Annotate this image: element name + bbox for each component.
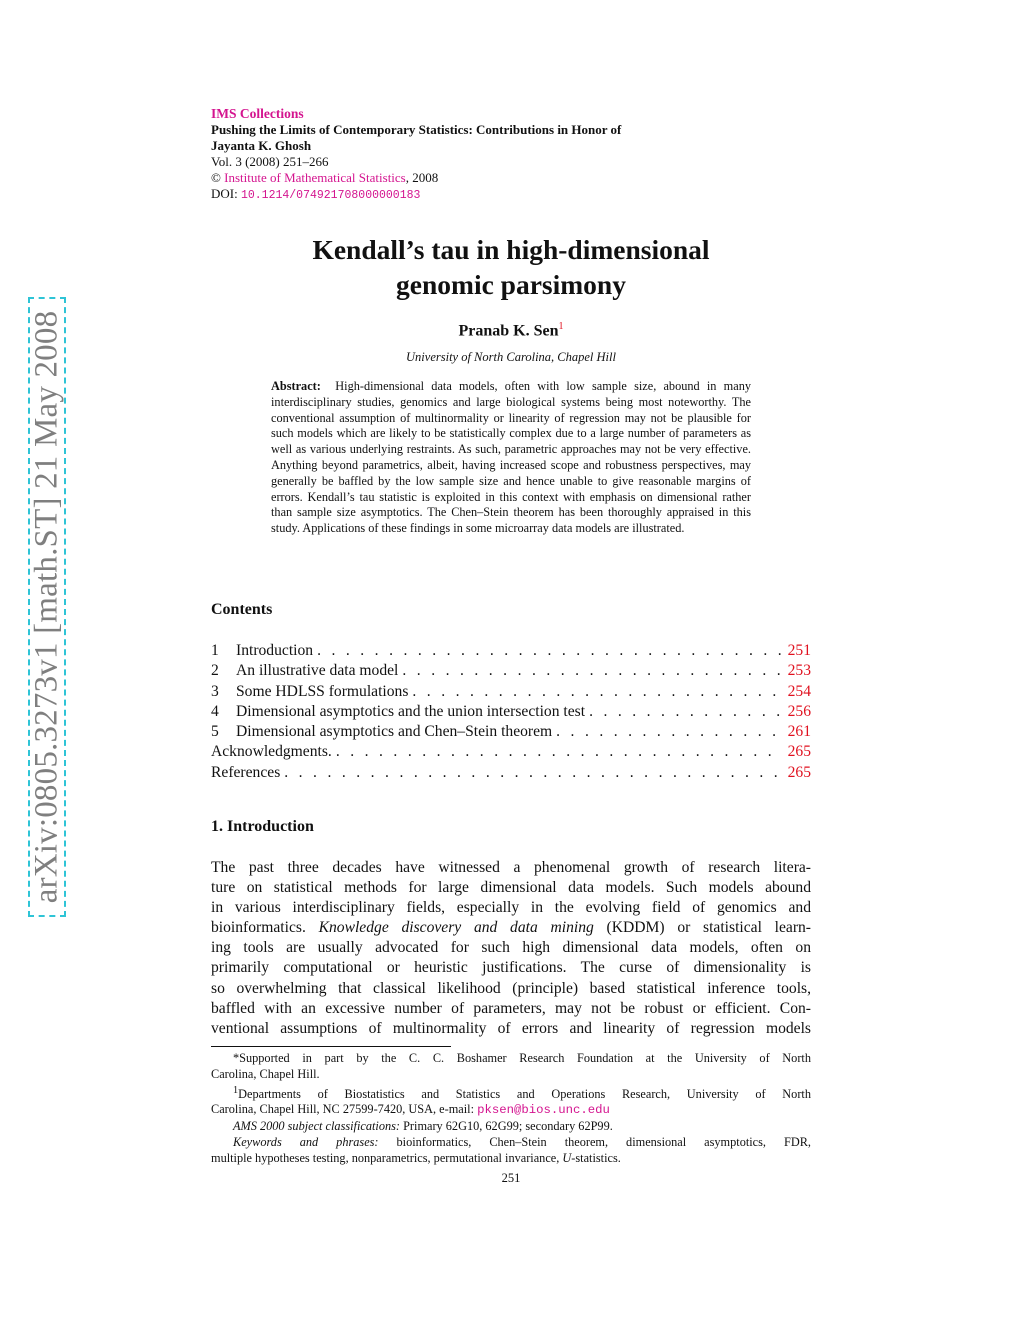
toc-title: Dimensional asymptotics and the union intersection test (236, 702, 586, 720)
toc-item[interactable] (211, 662, 811, 682)
text-segment: Departments of Biostatistics and Statistics and Operations Research, University of North (238, 1086, 811, 1101)
text-line: primarily computational or heuristic justifications. The curse of dimensionality is (211, 959, 811, 977)
footnote-1-line1 (211, 1083, 811, 1103)
abstract-text: High-dimensional data models, often with low sample size, abound in many interdisciplinary studies, genomics and large biological systems being most noteworthy. The conventional assumption of multinormality or linearity of regression may not be plausible for such models which are likely to be statistically complex due to a large number of parameters as well as various underlying restraints. As such, parametric approaches may not be very effective. Anything beyond parametrics, albeit, having increased scope and robustness perspectives, may generally be baffled by the low sample size and hence unable to give reasonable margins of errors. Kendall’s tau statistic is exploited in this context with emphasis on dimensional rather than sample size asymptotics. The Chen–Stein theorem has been thoroughly appraised in this study. Applications of these findings in some microarray data models are illustrated. (271, 379, 751, 536)
toc-item[interactable] (211, 703, 811, 723)
toc-page-link[interactable]: 253 (787, 662, 811, 680)
toc-page-link[interactable]: 256 (787, 702, 811, 720)
text-line: ventional assumptions of multinormality of errors and linearity of regression models (211, 1019, 811, 1037)
publication-header (211, 106, 811, 204)
text-line: The past three decades have witnessed a phenomenal growth of research litera- (211, 859, 811, 876)
copyright-symbol: © (211, 170, 221, 185)
book-title-line2: Jayanta K. Ghosh (211, 138, 312, 153)
volume-info: Vol. 3 (2008) 251–266 (211, 154, 329, 169)
affiliation: University of North Carolina, Chapel Hill (406, 350, 616, 364)
toc-leader (280, 764, 781, 782)
toc-num: 2 (211, 662, 219, 680)
toc-page-link[interactable]: 265 (787, 763, 811, 781)
toc-num: 1 (211, 642, 219, 659)
text-line (211, 918, 811, 938)
footnote-star-line1: *Supported in part by the C. C. Boshamer Research Foundation at the University of North (233, 1051, 811, 1065)
toc-leader (313, 642, 782, 660)
publisher-link[interactable]: Institute of Mathematical Statistics (224, 170, 406, 185)
toc-leader (332, 743, 782, 761)
keywords-line1 (211, 1135, 811, 1151)
toc-item[interactable] (211, 683, 811, 703)
doi-line (211, 186, 811, 204)
toc-item[interactable] (211, 642, 811, 662)
toc-num: 5 (211, 723, 219, 741)
text-line: ture on statistical methods for large dimensional data models. Such models abound (211, 879, 811, 897)
toc-title: References (211, 763, 281, 781)
footnote-mark: 1 (233, 1084, 239, 1096)
author-name: Pranab K. Sen (458, 322, 559, 340)
toc-item[interactable] (211, 743, 811, 763)
abstract (271, 379, 751, 537)
toc-num: 4 (211, 702, 219, 720)
toc-title: Dimensional asymptotics and Chen–Stein theorem (236, 723, 553, 741)
doi-label: DOI: (211, 186, 241, 201)
arxiv-id[interactable]: arXiv:0805.3273v1 [math.ST] 21 May 2008 (28, 310, 65, 904)
toc-title: Some HDLSS formulations (236, 682, 409, 700)
toc-leader (552, 723, 781, 741)
u-symbol: U (562, 1150, 572, 1165)
abstract-label: Abstract: (271, 379, 321, 393)
toc-page-link[interactable]: 261 (787, 723, 811, 741)
email-link[interactable]: pksen@bios.unc.edu (477, 1103, 610, 1118)
section-heading: 1. Introduction (211, 818, 314, 835)
text-line: so overwhelming that classical likelihood (principle) based statistical inference tools, (211, 979, 811, 997)
footnotes (211, 1051, 811, 1167)
book-title-line1: Pushing the Limits of Contemporary Statistics: Contributions in Honor of (211, 122, 622, 137)
title-line2: genomic parsimony (396, 269, 626, 300)
author-footnote-link[interactable]: 1 (558, 321, 564, 332)
text-segment: (KDDM) or statistical learn- (593, 919, 812, 937)
ams-label: AMS 2000 subject classifications: (233, 1119, 401, 1134)
paper-title (211, 232, 811, 302)
toc-title: Acknowledgments. (211, 743, 332, 761)
table-of-contents (211, 642, 811, 784)
copyright-line (211, 170, 811, 186)
toc-page-link[interactable]: 251 (787, 642, 811, 659)
text-line: in various interdisciplinary fields, especially in the evolving field of genomics and (211, 899, 811, 917)
author (211, 321, 811, 340)
toc-page-link[interactable]: 254 (787, 682, 811, 700)
toc-item[interactable] (211, 723, 811, 743)
footnote-star-line2: Carolina, Chapel Hill. (211, 1066, 320, 1081)
kddm-term: Knowledge discovery and data mining (318, 919, 594, 937)
keywords-text: multiple hypotheses testing, nonparametrics, permutational invariance, (211, 1150, 563, 1165)
ams-classification (211, 1119, 811, 1135)
keywords-label: Keywords and phrases: (233, 1135, 379, 1150)
text-segment: bioinformatics. (211, 919, 319, 937)
keywords-text: bioinformatics, Chen–Stein theorem, dimensional asymptotics, FDR, (378, 1135, 811, 1150)
text-line: baffled with an excessive number of parameters, may not be robust or efficient. Con- (211, 999, 811, 1017)
toc-page-link[interactable]: 265 (787, 743, 811, 761)
toc-leader (585, 703, 782, 721)
keywords-text: -statistics. (571, 1150, 621, 1165)
toc-leader (398, 662, 781, 680)
footnote-rule (211, 1046, 451, 1047)
toc-title: An illustrative data model (236, 662, 399, 680)
toc-leader (408, 683, 781, 701)
keywords-line2 (211, 1151, 811, 1167)
toc-title: Introduction (236, 642, 314, 659)
contents-heading: Contents (211, 601, 273, 618)
ams-text: Primary 62G10, 62G99; secondary 62P99. (400, 1119, 613, 1134)
toc-item[interactable] (211, 764, 811, 784)
text-line: ing tools are usually advocated for such high dimensional data models, often on (211, 939, 811, 957)
series-link[interactable]: IMS Collections (211, 106, 304, 121)
title-line1: Kendall’s tau in high-dimensional (312, 234, 710, 265)
page-number: 251 (501, 1171, 521, 1185)
footnote-1-line2 (211, 1102, 811, 1119)
intro-paragraph (211, 858, 811, 1039)
arxiv-stamp (28, 297, 66, 917)
copyright-year: , 2008 (405, 170, 439, 185)
doi-link[interactable]: 10.1214/074921708000000183 (240, 189, 421, 202)
toc-num: 3 (211, 682, 219, 700)
text-segment: Carolina, Chapel Hill, NC 27599-7420, USA, e-mail: (211, 1102, 478, 1117)
